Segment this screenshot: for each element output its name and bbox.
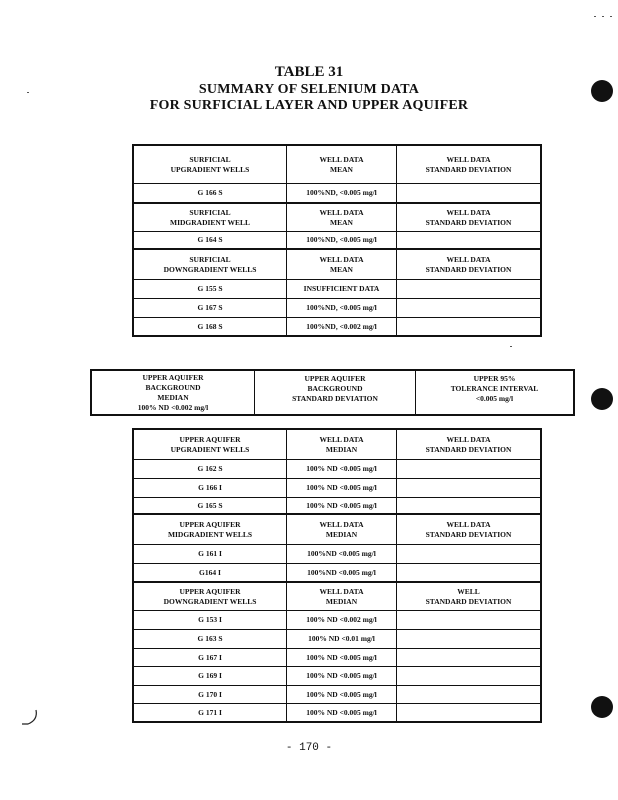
table-row (134, 564, 540, 583)
std-dev-cell (396, 649, 540, 666)
punch-hole-bottom (591, 696, 613, 718)
well-id: G 161 I (198, 549, 222, 558)
well-value: 100% ND <0.005 mg/l (286, 704, 396, 721)
scan-speck (602, 16, 604, 17)
well-id: G 166 I (198, 483, 222, 492)
table-row (134, 280, 540, 299)
column-header: WELL STANDARD DEVIATION (396, 583, 540, 610)
punch-hole-middle (591, 388, 613, 410)
column-header: WELL DATA MEDIAN (286, 583, 396, 610)
well-id: G 165 S (197, 500, 223, 510)
well-id: G 167 S (197, 303, 223, 312)
well-id: G164 I (199, 567, 221, 577)
column-header: UPPER AQUIFER DOWNGRADIENT WELLS (163, 586, 257, 606)
scan-speck (610, 16, 612, 17)
table-row (134, 318, 540, 335)
well-value: INSUFFICIENT DATA (286, 280, 396, 298)
well-value: 100% ND <0.005 mg/l (286, 460, 396, 478)
table-title: SUMMARY OF SELENIUM DATA (198, 82, 420, 97)
std-dev-cell (396, 667, 540, 685)
well-value: 100%ND <0.005 mg/l (286, 564, 396, 581)
column-header: UPPER AQUIFER UPGRADIENT WELLS (170, 434, 250, 454)
well-id: G 168 S (197, 321, 223, 331)
table-row (134, 498, 540, 515)
std-dev-cell (396, 318, 540, 335)
background-std-dev-cell: UPPER AQUIFER BACKGROUND STANDARD DEVIATION (254, 371, 415, 414)
background-row (92, 371, 573, 414)
well-id: G 164 S (197, 235, 223, 244)
std-dev-cell (396, 479, 540, 497)
well-value: 100%ND, <0.005 mg/l (286, 184, 396, 202)
well-value: 100%ND, <0.005 mg/l (286, 232, 396, 248)
table-row (134, 460, 540, 479)
well-id: G 167 I (198, 652, 222, 662)
std-dev-cell (396, 630, 540, 648)
well-id: G 170 I (198, 689, 222, 699)
table-number: TABLE 31 (274, 64, 344, 80)
table-row (134, 686, 540, 704)
header-row (134, 204, 540, 232)
header-row (134, 515, 540, 545)
table-row (134, 545, 540, 564)
well-value: 100% ND <0.005 mg/l (286, 498, 396, 513)
header-row (134, 583, 540, 611)
table-row (134, 630, 540, 649)
std-dev-cell (396, 460, 540, 478)
column-header: SURFICIAL DOWNGRADIENT WELLS (163, 254, 257, 274)
column-header: WELL DATA MEDIAN (286, 430, 396, 459)
std-dev-cell (396, 498, 540, 513)
background-median-cell: UPPER AQUIFER BACKGROUND MEDIAN 100% ND <0.002 mg/l (137, 372, 209, 412)
well-id: G 166 S (197, 188, 223, 197)
table-row (134, 649, 540, 667)
table-row (134, 232, 540, 250)
tolerance-interval-cell: UPPER 95% TOLERANCE INTERVAL <0.005 mg/l (415, 371, 573, 414)
well-value: 100%ND, <0.005 mg/l (286, 299, 396, 317)
std-dev-cell (396, 686, 540, 703)
std-dev-cell (396, 611, 540, 629)
surficial-table (132, 144, 542, 337)
table-row (134, 184, 540, 204)
column-header: UPPER AQUIFER MIDGRADIENT WELLS (167, 519, 253, 539)
std-dev-cell (396, 232, 540, 248)
table-row (134, 704, 540, 721)
punch-hole-top (591, 80, 613, 102)
scan-speck (510, 346, 512, 347)
table-subtitle: FOR SURFICIAL LAYER AND UPPER AQUIFER (149, 98, 469, 113)
well-value: 100% ND <0.005 mg/l (286, 479, 396, 497)
column-header: WELL DATA STANDARD DEVIATION (396, 204, 540, 231)
well-id: G 153 I (198, 615, 222, 624)
column-header: WELL DATA MEAN (286, 146, 396, 183)
std-dev-cell (396, 545, 540, 563)
scan-speck (594, 16, 596, 17)
column-header: SURFICIAL UPGRADIENT WELLS (170, 154, 250, 174)
column-header: WELL DATA STANDARD DEVIATION (396, 430, 540, 459)
scan-mark (18, 708, 40, 728)
upper-aquifer-table (132, 428, 542, 723)
column-header: SURFICIAL MIDGRADIENT WELL (170, 207, 250, 227)
header-row (134, 430, 540, 460)
std-dev-cell (396, 280, 540, 298)
well-value: 100%ND, <0.002 mg/l (286, 318, 396, 335)
page-number: - 170 - (285, 742, 333, 754)
well-id: G 162 S (197, 464, 223, 473)
well-id: G 169 I (198, 671, 222, 680)
well-id: G 163 S (197, 634, 223, 643)
well-value: 100%ND <0.005 mg/l (286, 545, 396, 563)
column-header: WELL DATA STANDARD DEVIATION (396, 146, 540, 183)
table-row (134, 479, 540, 498)
table-row (134, 611, 540, 630)
std-dev-cell (396, 564, 540, 581)
column-header: WELL DATA MEAN (286, 204, 396, 231)
table-row (134, 299, 540, 318)
header-row (134, 250, 540, 280)
well-id: G 155 S (197, 284, 223, 293)
std-dev-cell (396, 704, 540, 721)
std-dev-cell (396, 184, 540, 202)
well-value: 100% ND <0.005 mg/l (286, 686, 396, 703)
header-row (134, 146, 540, 184)
table-row (134, 667, 540, 686)
column-header: WELL DATA STANDARD DEVIATION (396, 250, 540, 279)
background-table (90, 369, 575, 416)
scan-speck (27, 92, 29, 93)
well-value: 100% ND <0.005 mg/l (286, 649, 396, 666)
column-header: WELL DATA MEAN (286, 250, 396, 279)
well-id: G 171 I (198, 707, 222, 717)
column-header: WELL DATA STANDARD DEVIATION (396, 515, 540, 544)
well-value: 100% ND <0.01 mg/l (286, 630, 396, 648)
column-header: WELL DATA MEDIAN (286, 515, 396, 544)
well-value: 100% ND <0.005 mg/l (286, 667, 396, 685)
well-value: 100% ND <0.002 mg/l (286, 611, 396, 629)
std-dev-cell (396, 299, 540, 317)
